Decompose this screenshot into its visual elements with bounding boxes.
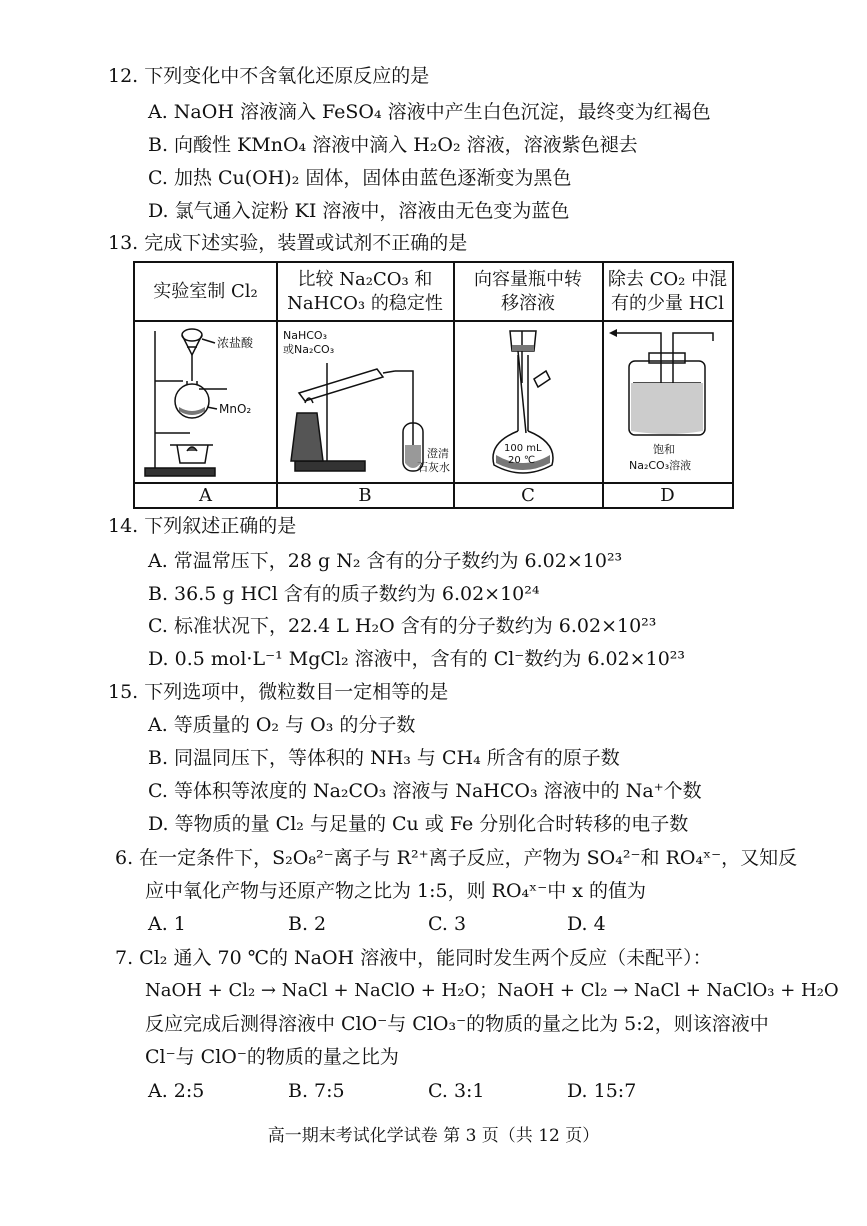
label-na2co3-solution: Na₂CO₃溶液 [629, 459, 692, 472]
q15-stem: 15. 下列选项中，微粒数目一定相等的是 [108, 681, 449, 703]
q16-line-2: 应中氧化产物与还原产物之比为 1:5，则 RO₄ˣ⁻中 x 的值为 [145, 880, 647, 902]
q17-option-a: A. 2:5 [148, 1080, 205, 1102]
q17-line-1: 7. Cl₂ 通入 70 ℃的 NaOH 溶液中，能同时发生两个反应（未配平）： [115, 947, 712, 969]
q16-option-c: C. 3 [428, 913, 467, 935]
label-b: B [358, 485, 372, 506]
q17-line-4: Cl⁻与 ClO⁻的物质的量之比为 [145, 1046, 399, 1068]
q12-option-a: A. NaOH 溶液滴入 FeSO₄ 溶液中产生白色沉淀，最终变为红褐色 [148, 101, 711, 123]
label-or-na2co3: 或Na₂CO₃ [283, 343, 335, 356]
q17-equations: NaOH + Cl₂ → NaCl + NaClO + H₂O；NaOH + Cl₂ → NaCl + NaClO₃ + H₂O [145, 980, 839, 1001]
figure-b-heating-apparatus [277, 323, 453, 481]
label-20c: 20 ℃ [508, 455, 536, 466]
label-a: A [199, 485, 212, 506]
label-100ml: 100 mL [504, 443, 542, 454]
label-c: C [521, 485, 535, 506]
q14-option-d: D. 0.5 mol·L⁻¹ MgCl₂ 溶液中，含有的 Cl⁻数约为 6.02×10²³ [148, 648, 686, 670]
header-c: 向容量瓶中转 移溶液 [474, 269, 582, 314]
q15-option-c: C. 等体积等浓度的 Na₂CO₃ 溶液与 NaHCO₃ 溶液中的 Na⁺个数 [148, 780, 702, 802]
q16-line-1: 6. 在一定条件下，S₂O₈²⁻离子与 R²⁺离子反应，产物为 SO₄²⁻和 RO₄ˣ⁻，又知反 [115, 847, 798, 869]
q14-option-c: C. 标准状况下，22.4 L H₂O 含有的分子数约为 6.02×10²³ [148, 615, 657, 637]
figure-d-washing-bottle [603, 323, 732, 481]
label-clear-limewater-2: 石灰水 [417, 461, 450, 474]
q14-option-a: A. 常温常压下，28 g N₂ 含有的分子数约为 6.02×10²³ [148, 550, 623, 572]
q14-stem: 14. 下列叙述正确的是 [108, 515, 297, 537]
header-d: 除去 CO₂ 中混 有的少量 HCl [607, 269, 728, 314]
q12-option-b: B. 向酸性 KMnO₄ 溶液中滴入 H₂O₂ 溶液，溶液紫色褪去 [148, 134, 638, 156]
q17-option-d: D. 15:7 [567, 1080, 637, 1102]
label-d: D [660, 485, 675, 506]
q14-option-b: B. 36.5 g HCl 含有的质子数约为 6.02×10²⁴ [148, 583, 540, 605]
q12-option-d: D. 氯气通入淀粉 KI 溶液中，溶液由无色变为蓝色 [148, 200, 570, 222]
label-clear-limewater-1: 澄清 [427, 447, 449, 460]
q12-stem: 12. 下列变化中不含氧化还原反应的是 [108, 65, 430, 87]
q13-apparatus-table [133, 261, 734, 509]
q17-option-c: C. 3:1 [428, 1080, 485, 1102]
header-a: 实验室制 Cl₂ [153, 281, 258, 302]
q15-option-a: A. 等质量的 O₂ 与 O₃ 的分子数 [148, 714, 416, 736]
label-mno2: MnO₂ [219, 402, 252, 416]
figure-a-chlorine-apparatus [135, 323, 276, 481]
q16-option-d: D. 4 [567, 913, 606, 935]
header-b: 比较 Na₂CO₃ 和 NaHCO₃ 的稳定性 [287, 269, 443, 314]
q15-option-d: D. 等物质的量 Cl₂ 与足量的 Cu 或 Fe 分别化合时转移的电子数 [148, 813, 689, 835]
q13-stem: 13. 完成下述实验，装置或试剂不正确的是 [108, 232, 468, 254]
q12-option-c: C. 加热 Cu(OH)₂ 固体，固体由蓝色逐渐变为黑色 [148, 167, 572, 189]
q17-option-b: B. 7:5 [288, 1080, 345, 1102]
q15-option-b: B. 同温同压下，等体积的 NH₃ 与 CH₄ 所含有的原子数 [148, 747, 620, 769]
label-nahco3: NaHCO₃ [283, 329, 327, 342]
figure-c-volumetric-flask [454, 323, 602, 481]
q17-line-3: 反应完成后测得溶液中 ClO⁻与 ClO₃⁻的物质的量之比为 5:2，则该溶液中 [145, 1013, 769, 1035]
label-saturated: 饱和 [653, 443, 675, 456]
q16-option-a: A. 1 [148, 913, 186, 935]
page-footer: 高一期末考试化学试卷 第 3 页（共 12 页） [267, 1126, 600, 1146]
label-concentrated-hcl: 浓盐酸 [217, 336, 254, 350]
q16-option-b: B. 2 [288, 913, 327, 935]
